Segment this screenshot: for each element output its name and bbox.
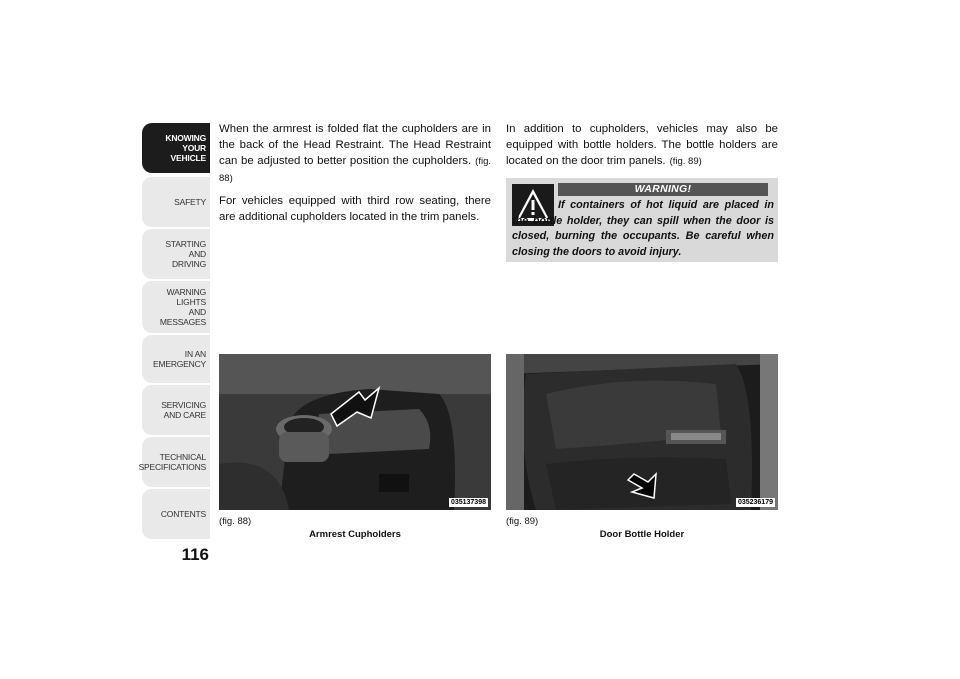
door-bottle-holder-photo (506, 354, 778, 510)
paragraph-text: In addition to cupholders, vehicles may also be equipped with bottle holders. The bottle holders are located on the door trim panels. (506, 123, 778, 167)
figure-caption: Door Bottle Holder (599, 529, 685, 540)
tab-label: SAFETY (174, 197, 206, 207)
tab-safety[interactable] (142, 177, 210, 227)
tab-label: IN AN EMERGENCY (153, 349, 206, 369)
tab-label: WARNING LIGHTS AND MESSAGES (159, 287, 206, 327)
paragraph: For vehicles equipped with third row seating, there are additional cupholders located in the trim panels. (219, 195, 491, 223)
tab-servicing-and-care[interactable] (142, 385, 210, 435)
image-code: 035236179 (737, 499, 773, 506)
paragraph (506, 121, 778, 170)
tab-technical-specifications[interactable] (138, 437, 210, 487)
tab-label: SERVICING AND CARE (161, 400, 206, 420)
tab-contents[interactable] (142, 489, 210, 539)
paragraph (219, 121, 491, 187)
tab-label: TECHNICAL SPECIFICATIONS (138, 452, 206, 472)
tab-label: CONTENTS (160, 509, 206, 519)
page-number: 116 (181, 545, 209, 564)
tab-warning-lights[interactable] (142, 281, 210, 333)
figure-reference: (fig. 89) (506, 516, 539, 527)
warning-text: If containers of hot liquid are placed in the bottle holder, they can spill when the door is closed, burning the occupants. Be careful when closing the doors to avoid injury. (512, 199, 774, 258)
figure-reference: (fig. 88) (219, 156, 491, 184)
warning-title: WARNING! (558, 183, 768, 196)
paragraph-text: When the armrest is folded flat the cupholders are in the back of the Head Restraint. The Head Restraint can be adjusted to better position the cupholders. (219, 123, 491, 167)
armrest-cupholders-photo (219, 354, 491, 510)
left-column (219, 121, 491, 231)
tab-starting-and-driving[interactable] (142, 229, 210, 279)
image-code: 035137398 (450, 499, 486, 506)
figure-reference: (fig. 88) (219, 516, 252, 527)
warning-box (506, 178, 778, 262)
tab-in-an-emergency[interactable] (142, 335, 210, 383)
right-column (506, 121, 778, 176)
tab-knowing-your-vehicle[interactable] (142, 123, 210, 173)
figure-reference: (fig. 89) (669, 156, 702, 167)
figure-caption: Armrest Cupholders (309, 529, 401, 540)
tab-label: KNOWING YOUR VEHICLE (165, 133, 206, 163)
tab-label: STARTING AND DRIVING (165, 239, 206, 269)
